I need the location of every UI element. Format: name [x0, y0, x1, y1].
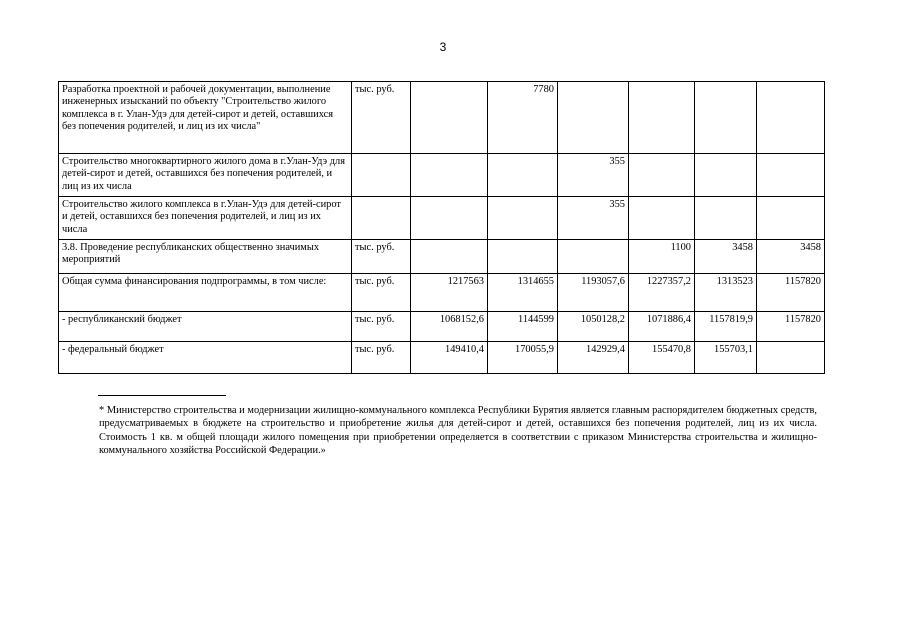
value-cell: 1144599	[488, 312, 558, 342]
table-row	[59, 197, 825, 240]
row-unit: тыс. руб.	[352, 342, 411, 374]
value-cell: 149410,4	[411, 342, 488, 374]
row-description: Строительство многоквартирного жилого дома в г.Улан-Удэ для детей-сирот и детей, оставшихся без попечения родителей, и лиц из их числа	[59, 154, 352, 197]
table-row	[59, 240, 825, 274]
value-cell: 1157820	[757, 312, 825, 342]
value-cell	[488, 197, 558, 240]
value-cell: 1050128,2	[558, 312, 629, 342]
value-cell: 1314655	[488, 274, 558, 312]
value-cell	[411, 82, 488, 154]
page-number: 3	[439, 40, 447, 54]
value-cell	[558, 82, 629, 154]
value-cell: 155470,8	[629, 342, 695, 374]
row-unit: тыс. руб.	[352, 312, 411, 342]
value-cell	[488, 154, 558, 197]
value-cell: 3458	[695, 240, 757, 274]
value-cell: 1157819,9	[695, 312, 757, 342]
row-unit: тыс. руб.	[352, 274, 411, 312]
value-cell	[629, 82, 695, 154]
value-cell	[757, 197, 825, 240]
table-row	[59, 82, 825, 154]
value-cell	[757, 82, 825, 154]
row-description: - республиканский бюджет	[59, 312, 352, 342]
table-row	[59, 274, 825, 312]
value-cell: 1100	[629, 240, 695, 274]
row-description: Общая сумма финансирования подпрограммы, в том числе:	[59, 274, 352, 312]
row-unit: тыс. руб.	[352, 82, 411, 154]
value-cell: 170055,9	[488, 342, 558, 374]
value-cell: 355	[558, 154, 629, 197]
value-cell	[757, 154, 825, 197]
value-cell	[695, 154, 757, 197]
value-cell	[411, 154, 488, 197]
value-cell: 355	[558, 197, 629, 240]
value-cell	[411, 197, 488, 240]
value-cell: 3458	[757, 240, 825, 274]
value-cell: 7780	[488, 82, 558, 154]
value-cell: 1217563	[411, 274, 488, 312]
table-row	[59, 342, 825, 374]
value-cell	[488, 240, 558, 274]
footnote: * Министерство строительства и модернизации жилищно-коммунального комплекса Республики Бурятия является главным распорядителем бюджетных средств, предусматриваемых в бюджете на строительство и приобретение жилья для детей-сирот и детей, оставшихся без попечения родителей, лиц из их числа. Стоимость 1 кв. м общей площади жилого помещения при приобретении определяется в соответствии с приказом Министерства строительства и жилищно-коммунального хозяйства Российской Федерации.»	[99, 405, 817, 457]
row-description: Строительство жилого комплекса в г.Улан-Удэ для детей-сирот и детей, оставшихся без попечения родителей, и лиц из их числа	[59, 197, 352, 240]
value-cell: 1227357,2	[629, 274, 695, 312]
table-row	[59, 154, 825, 197]
value-cell: 1157820	[757, 274, 825, 312]
value-cell	[695, 197, 757, 240]
row-description: - федеральный бюджет	[59, 342, 352, 374]
value-cell: 1068152,6	[411, 312, 488, 342]
value-cell	[695, 82, 757, 154]
value-cell: 1193057,6	[558, 274, 629, 312]
row-description: Разработка проектной и рабочей документации, выполнение инженерных изысканий по объекту "Строительство жилого комплекса в г. Улан-Удэ для детей-сирот и детей, оставшихся без попечения родителей, и лиц из их числа"	[59, 82, 352, 154]
value-cell: 142929,4	[558, 342, 629, 374]
value-cell	[558, 240, 629, 274]
row-description: 3.8. Проведение республиканских общественно значимых мероприятий	[59, 240, 352, 274]
value-cell: 155703,1	[695, 342, 757, 374]
value-cell	[757, 342, 825, 374]
row-unit	[352, 197, 411, 240]
value-cell	[411, 240, 488, 274]
value-cell	[629, 197, 695, 240]
value-cell: 1071886,4	[629, 312, 695, 342]
value-cell	[629, 154, 695, 197]
value-cell: 1313523	[695, 274, 757, 312]
footnote-divider	[98, 395, 226, 396]
row-unit: тыс. руб.	[352, 240, 411, 274]
row-unit	[352, 154, 411, 197]
funding-table	[58, 81, 825, 374]
table-row	[59, 312, 825, 342]
